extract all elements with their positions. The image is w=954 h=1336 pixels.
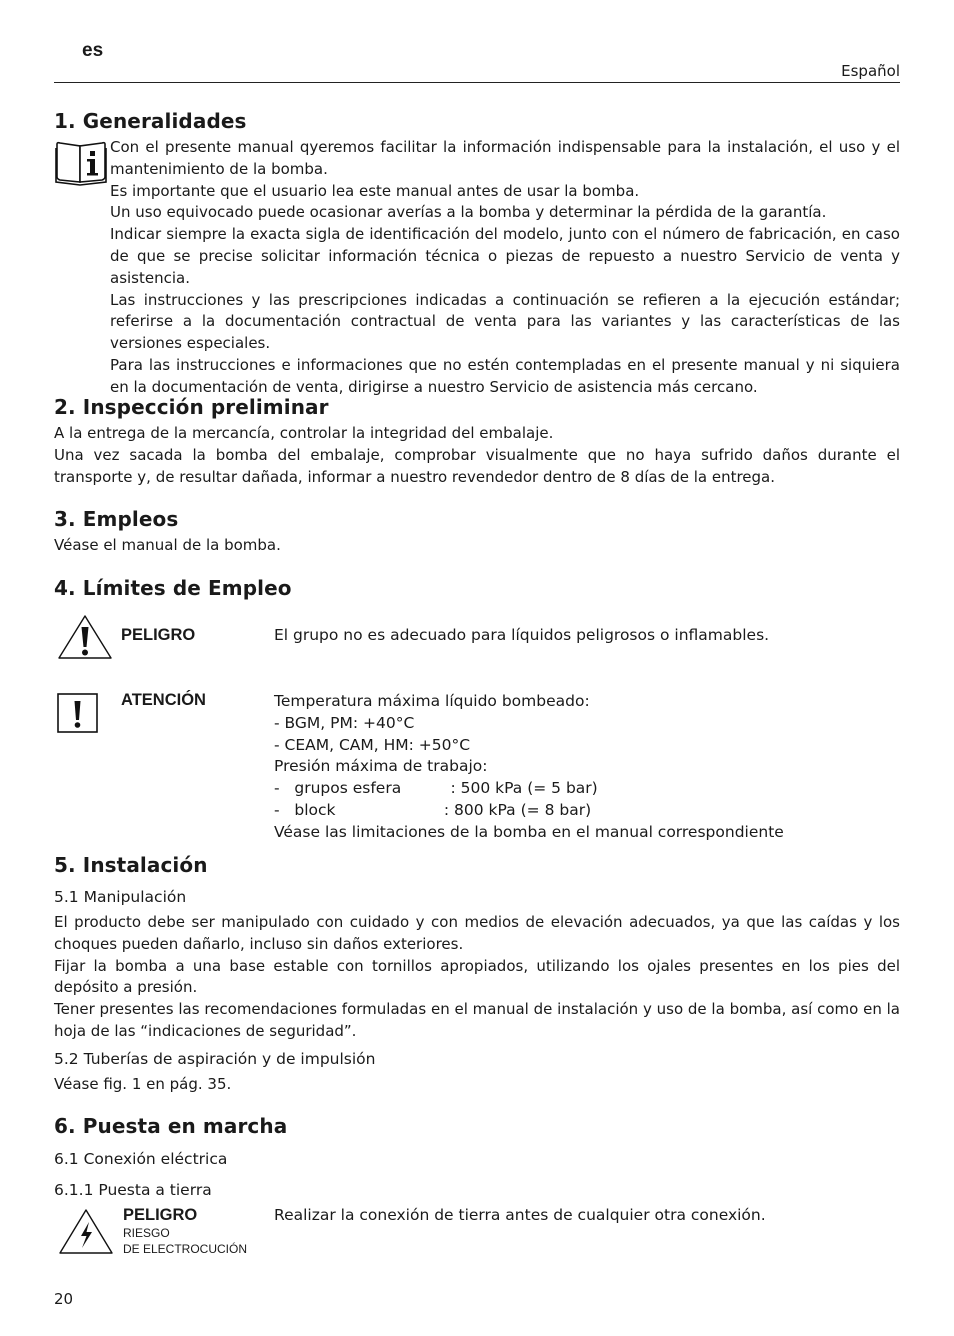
limits-line: - block : 800 kPa (= 8 bar) [274,800,592,819]
subsection-5-2-title: 5.2 Tuberías de aspiración y de impulsión [54,1050,376,1068]
section-1-paragraph: Las instrucciones y las prescripciones indicadas a continuación se refieren a la ejecución estándar; referirse a la documentación contractual de venta para las variantes y las características de las versiones especiales. [110,290,900,353]
danger-label: PELIGRO [121,626,196,644]
limits-list [274,691,784,844]
limits-line: Véase las limitaciones de la bomba en el manual correspondiente [274,822,784,841]
section-2-paragraph: Una vez sacada la bomba del embalaje, comprobar visualmente que no haya sufrido daños durante el transporte y, de resultar dañada, informar a nuestro revendedor dentro de 8 días de la entrega. [54,445,900,486]
subsection-5-1-paragraph: El producto debe ser manipulado con cuidado y con medios de elevación adecuados, ya que las caídas y los choques pueden dañarlo, incluso sin daños exteriores. [54,913,900,953]
section-2-body [54,423,900,488]
section-5-title: 5. Instalación [54,853,208,877]
section-1-title: 1. Generalidades [54,109,247,133]
danger-triangle-icon [57,614,113,660]
subsection-5-2-text: Véase fig. 1 en pág. 35. [54,1075,232,1093]
manual-book-icon [54,140,108,186]
section-4-title: 4. Límites de Empleo [54,576,292,600]
electric-danger-sub-1: RIESGO [123,1226,170,1240]
section-1-paragraph: Con el presente manual qyeremos facilitar la información indispensable para la instalación, el uso y el mantenimiento de la bomba. [110,138,900,178]
subsection-5-1-title: 5.1 Manipulación [54,888,187,906]
limits-line: Temperatura máxima líquido bombeado: [274,692,590,710]
subsection-6-1-title: 6.1 Conexión eléctrica [54,1150,228,1168]
header-rule [54,82,900,83]
attention-box-icon [57,693,99,734]
limits-line: - BGM, PM: +40°C [274,713,415,732]
electric-danger-text: Realizar la conexión de tierra antes de cualquier otra conexión. [274,1206,766,1224]
limits-line: Presión máxima de trabajo: [274,757,488,776]
subsection-5-1-body [54,912,900,1043]
electric-danger-label: PELIGRO [123,1206,198,1224]
section-1-paragraph: Para las instrucciones e informaciones que no estén contempladas en el presente manual y ni siquiera en la documentación de venta, dirigirse a nuestro Servicio de asistencia más cercano. [110,355,900,396]
subsection-5-1-paragraph: Fijar la bomba a una base estable con tornillos apropiados, utilizando los ojales presentes en los pies del depósito a presión. [54,956,900,997]
section-1-body [110,137,900,399]
subsection-6-1-1-title: 6.1.1 Puesta a tierra [54,1181,212,1199]
section-1-paragraph: Indicar siempre la exacta sigla de identificación del modelo, junto con el número de fabricación, en caso de que se precise solicitar información técnica o piezas de repuesto a nuestro Servicio de venta y asistencia. [110,225,900,287]
danger-text: El grupo no es adecuado para líquidos peligrosos o inflamables. [274,626,770,644]
section-1-paragraph: Es importante que el usuario lea este manual antes de usar la bomba. [110,181,640,200]
limits-line: - grupos esfera : 500 kPa (= 5 bar) [274,779,598,798]
electric-danger-sub-2: DE ELECTROCUCIÓN [123,1242,248,1256]
section-3-text: Véase el manual de la bomba. [54,536,281,554]
language-name: Español [841,62,900,80]
limits-line: - CEAM, CAM, HM: +50°C [274,735,471,754]
attention-label: ATENCIÓN [121,691,206,709]
subsection-5-1-paragraph: Tener presentes las recomendaciones formuladas en el manual de instalación y uso de la bomba, así como en la hoja de las “indicaciones de seguridad”. [54,1000,900,1040]
language-code: es [82,40,104,61]
page-number: 20 [54,1290,74,1308]
section-6-title: 6. Puesta en marcha [54,1114,288,1138]
section-3-title: 3. Empleos [54,507,179,531]
section-2-title: 2. Inspección preliminar [54,395,329,419]
section-2-paragraph: A la entrega de la mercancía, controlar la integridad del embalaje. [54,424,554,442]
section-1-paragraph: Un uso equivocado puede ocasionar averías a la bomba y determinar la pérdida de la garantía. [110,203,827,222]
electric-hazard-icon [58,1208,114,1256]
